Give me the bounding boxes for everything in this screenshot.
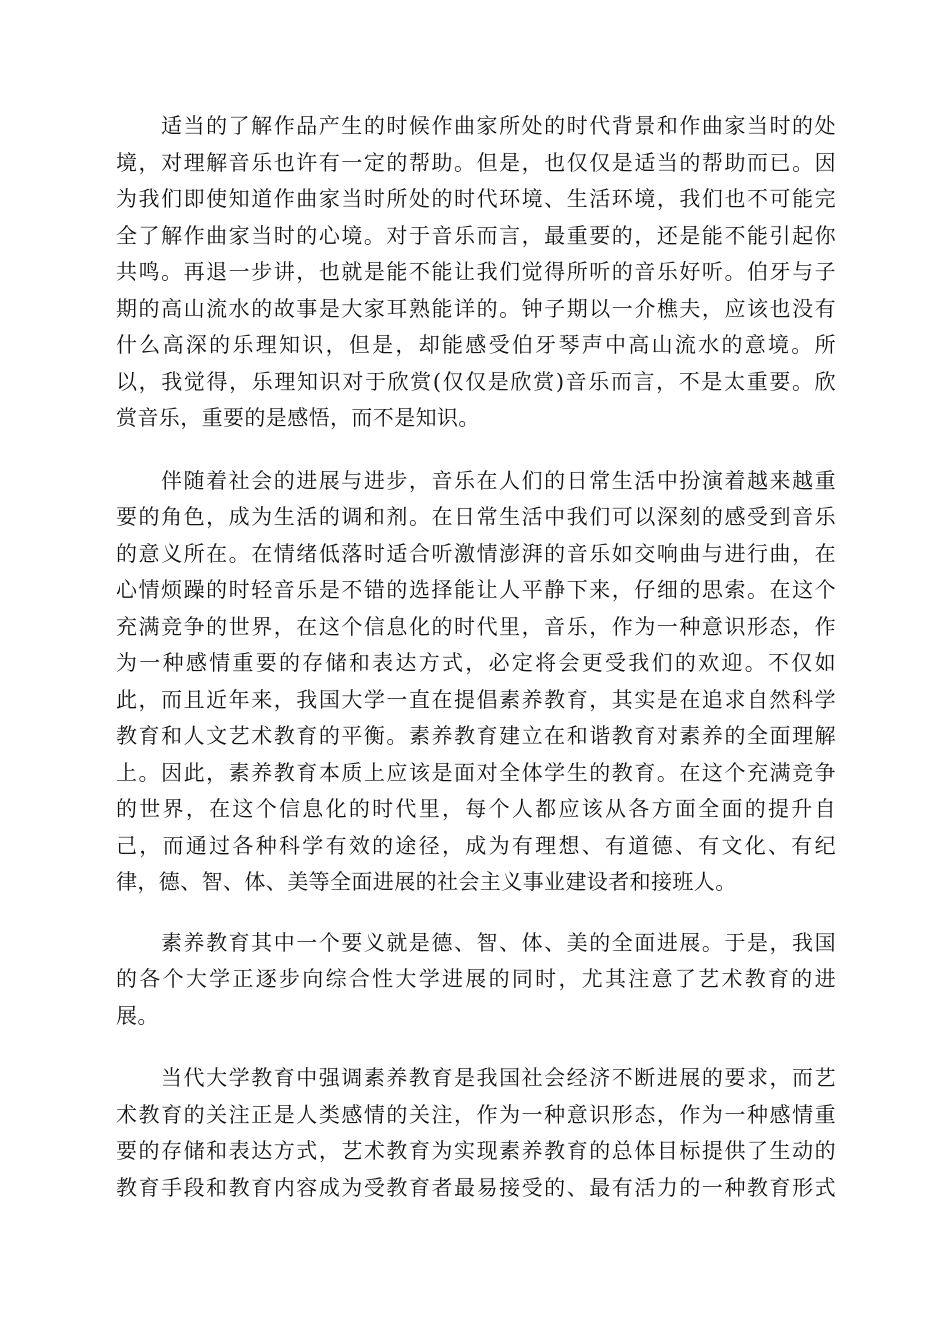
- text-line: 心情烦躁的时轻音乐是不错的选择能让人平静下来，仔细的思索。在这个: [116, 578, 836, 602]
- text-line: 赏音乐，重要的是感悟，而不是知识。: [116, 406, 480, 430]
- paragraph-1: [116, 108, 836, 437]
- text-line: 为一种感情重要的存储和表达方式，必定将会更受我们的欢迎。不仅如: [116, 651, 836, 675]
- text-line: 要的角色，成为生活的调和剂。在日常生活中我们可以深刻的感受到音乐: [116, 505, 836, 529]
- text-line: 期的高山流水的故事是大家耳熟能详的。钟子期以一介樵夫，应该也没有: [116, 296, 836, 321]
- text-line: 什么高深的乐理知识，但是，却能感受伯牙琴声中高山流水的意境。所: [116, 333, 836, 357]
- text-line: 境，对理解音乐也许有一定的帮助。但是，也仅仅是适当的帮助而已。因: [116, 150, 836, 175]
- text-line: 适当的了解作品产生的时候作曲家所处的时代背景和作曲家当时的处: [161, 114, 836, 138]
- text-line: 的各个大学正逐步向综合性大学进展的同时，尤其注意了艺术教育的进: [116, 967, 836, 991]
- text-line: 共鸣。再退一步讲，也就是能不能让我们觉得所听的音乐好听。伯牙与子: [116, 260, 836, 284]
- text-line: 的意义所在。在情绪低落时适合听激情澎湃的音乐如交响曲与进行曲，在: [116, 541, 836, 566]
- text-line: 素养教育其中一个要义就是德、智、体、美的全面进展。于是，我国: [161, 930, 836, 955]
- text-line: 伴随着社会的进展与进步，音乐在人们的日常生活中扮演着越来越重: [161, 468, 836, 493]
- paragraph-spacer: [116, 1034, 836, 1060]
- document-body: [116, 108, 836, 1206]
- text-line: 以，我觉得，乐理知识对于欣赏(仅仅是欣赏)音乐而言，不是太重要。欣: [116, 369, 836, 394]
- text-line: 己，而通过各种科学有效的途径，成为有理想、有道德、有文化、有纪: [116, 833, 836, 858]
- text-line: 律，德、智、体、美等全面进展的社会主义事业建设者和接班人。: [116, 870, 737, 894]
- paragraph-3: [116, 925, 836, 1035]
- text-line: 展。: [116, 1003, 159, 1028]
- text-line: 上。因此，素养教育本质上应该是面对全体学生的教育。在这个充满竞争: [116, 760, 836, 785]
- text-line: 充满竞争的世界，在这个信息化的时代里，音乐，作为一种意识形态，作: [116, 614, 836, 639]
- text-line: 此，而且近年来，我国大学一直在提倡素养教育，其实是在追求自然科学: [116, 687, 836, 712]
- text-line: 教育和人文艺术教育的平衡。素养教育建立在和谐教育对素养的全面理解: [116, 724, 836, 748]
- text-line: 术教育的关注正是人类感情的关注，作为一种意识形态，作为一种感情重: [116, 1102, 836, 1127]
- paragraph-spacer: [116, 901, 836, 925]
- text-line: 的世界，在这个信息化的时代里，每个人都应该从各方面全面的提升自: [116, 797, 836, 821]
- text-line: 全了解作曲家当时的心境。对于音乐而言，最重要的，还是能不能引起你: [116, 223, 836, 248]
- paragraph-2: [116, 463, 836, 901]
- text-line: 要的存储和表达方式，艺术教育为实现素养教育的总体目标提供了生动的: [116, 1139, 836, 1163]
- text-line: 为我们即使知道作曲家当时所处的时代环境、生活环境，我们也不可能完: [116, 187, 836, 211]
- text-line: 当代大学教育中强调素养教育是我国社会经济不断进展的要求，而艺: [161, 1066, 836, 1090]
- paragraph-spacer: [116, 437, 836, 463]
- paragraph-4: [116, 1060, 836, 1206]
- text-line: 教育手段和教育内容成为受教育者最易接受的、最有活力的一种教育形式: [116, 1175, 836, 1200]
